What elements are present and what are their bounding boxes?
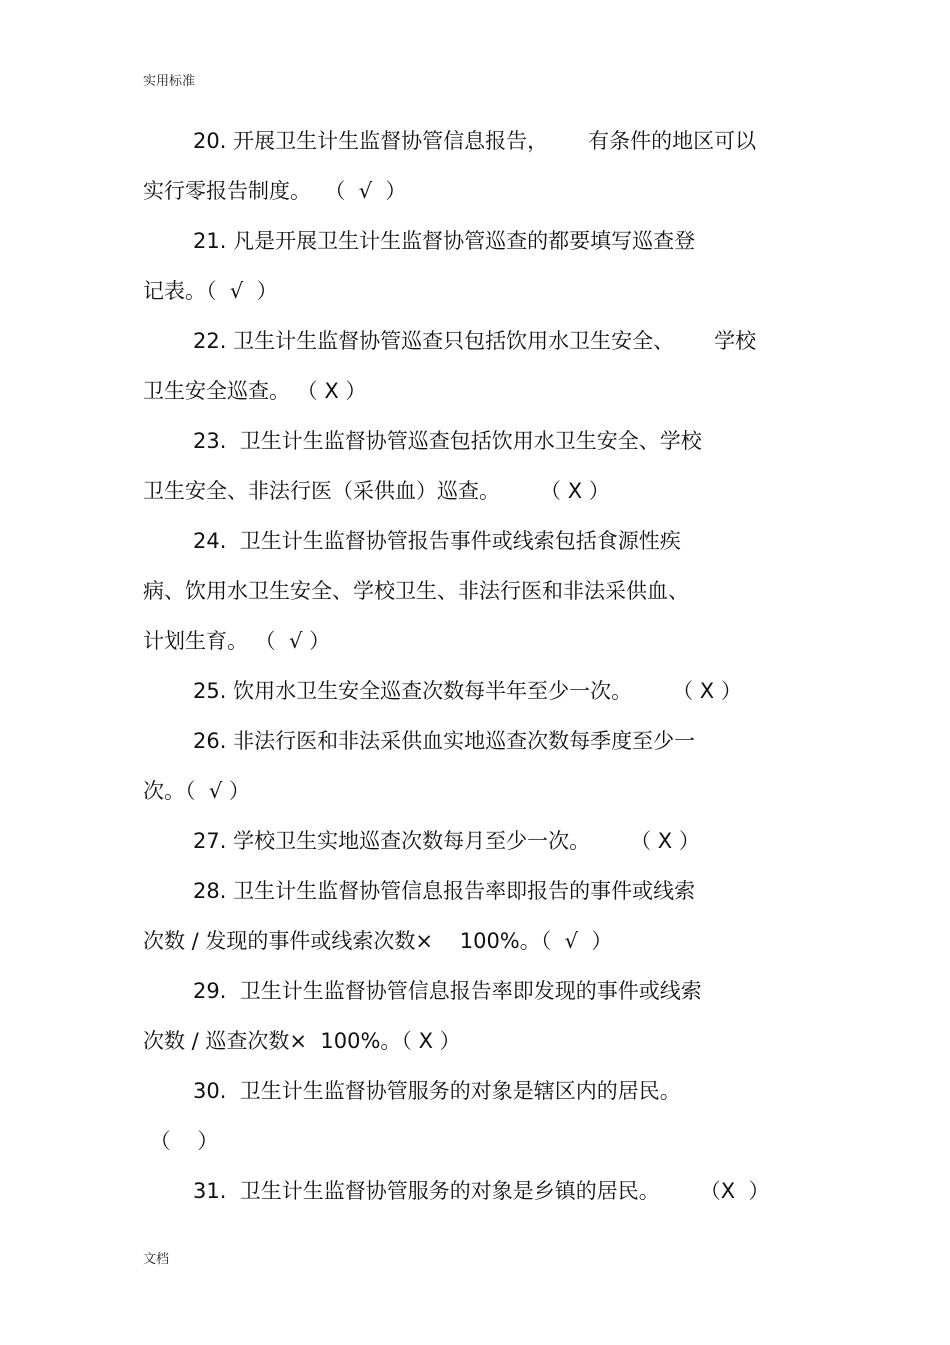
- question-24-line-1: 24. 卫生计生监督协管报告事件或线索包括食源性疾: [193, 529, 681, 553]
- question-22-line-1: 22. 卫生计生监督协管巡查只包括饮用水卫生安全、 学校: [193, 329, 757, 353]
- question-24-line-3: 计划生育。 （ √ ）: [143, 629, 331, 653]
- question-29-line-2: 次数 / 巡查次数× 100%。（ X ）: [143, 1029, 461, 1053]
- question-29-line-1: 29. 卫生计生监督协管信息报告率即发现的事件或线索: [193, 979, 702, 1003]
- question-20-line-2: 实行零报告制度。 （ √ ）: [143, 179, 407, 203]
- question-23-line-1: 23. 卫生计生监督协管巡查包括饮用水卫生安全、学校: [193, 429, 702, 453]
- page-footer: 文档: [143, 1252, 170, 1267]
- question-28-line-2: 次数 / 发现的事件或线索次数× 100%。（ √ ）: [143, 929, 613, 953]
- question-31-line-1: 31. 卫生计生监督协管服务的对象是乡镇的居民。 （X ）: [193, 1179, 770, 1203]
- question-20-line-1: 20. 开展卫生计生监督协管信息报告， 有条件的地区可以: [193, 129, 757, 153]
- question-21-line-2: 记表。（ √ ）: [143, 279, 278, 303]
- question-28-line-1: 28. 卫生计生监督协管信息报告率即报告的事件或线索: [193, 879, 696, 903]
- question-22-line-2: 卫生安全巡查。 （ X ）: [143, 379, 367, 403]
- page-header: 实用标准: [143, 74, 196, 89]
- question-24-line-2: 病、饮用水卫生安全、学校卫生、非法行医和非法采供血、: [143, 579, 689, 603]
- question-25-line-1: 25. 饮用水卫生安全巡查次数每半年至少一次。 （ X ）: [193, 679, 742, 703]
- question-30-line-2: （ ）: [143, 1129, 219, 1153]
- question-27-line-1: 27. 学校卫生实地巡查次数每月至少一次。 （ X ）: [193, 829, 700, 853]
- question-26-line-2: 次。（ √ ）: [143, 779, 250, 803]
- question-21-line-1: 21. 凡是开展卫生计生监督协管巡查的都要填写巡查登: [193, 229, 696, 253]
- question-26-line-1: 26. 非法行医和非法采供血实地巡查次数每季度至少一: [193, 729, 696, 753]
- question-30-line-1: 30. 卫生计生监督协管服务的对象是辖区内的居民。: [193, 1079, 681, 1103]
- question-23-line-2: 卫生安全、非法行医（采供血）巡查。 （ X ）: [143, 479, 610, 503]
